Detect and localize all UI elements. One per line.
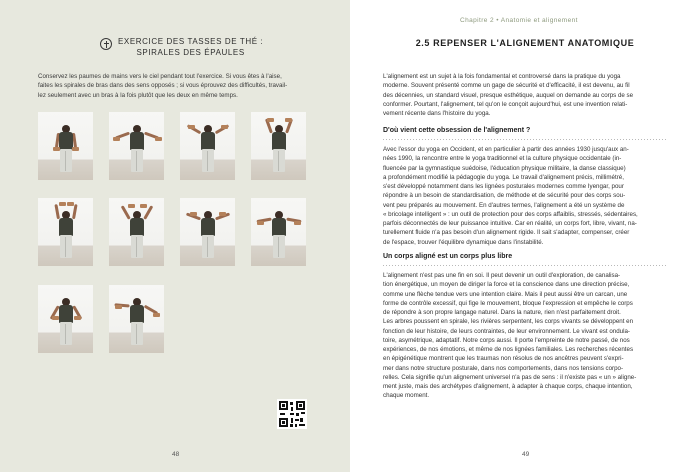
exercise-header <box>100 36 300 58</box>
text-line: répondre à un besoin de standardisation, de méthode et de sécurité pour des corps sou- <box>383 192 626 200</box>
exercise-title <box>118 36 263 58</box>
page-number-right: 49 <box>522 451 530 458</box>
text-line: vement récente dans l'histoire du yoga. <box>383 110 491 117</box>
chapter-separator: • <box>494 17 501 24</box>
subheading-origin: D'où vient cette obsession de l'alignement ? <box>383 127 531 134</box>
subheading-freedom: Un corps aligné est un corps plus libre <box>383 253 513 260</box>
exercise-photo-1 <box>38 112 93 180</box>
text-line: tion énergétique, un moyen de diriger la force et la conscience dans une direction précise, <box>383 281 630 289</box>
subheading-divider <box>383 265 668 266</box>
text-line: nées 1990, la rencontre entre le yoga traditionnel et la culture physique occidentale (in- <box>383 155 622 163</box>
text-line: toire, asymétrique, adaptatif. Notre corps aussi. Il porte l'empreinte de notre passé, de nos <box>383 336 630 344</box>
exercise-photo-9 <box>38 285 93 353</box>
text-line: Avec l'essor du yoga en Occident, et en particulier à partir des années 1930 jusqu'aux an- <box>383 146 629 153</box>
exercise-photo-5 <box>38 198 93 266</box>
text-line: mer dans notre structure posturale, dans nos comportements, dans nos tensions corpo- <box>383 364 624 372</box>
text-line: vent peu préparés au mouvement. En d'autres termes, l'alignement a été un système de <box>383 201 625 209</box>
text-line: expériences, de nos émotions, et même de nos lignées familiales. Les recherches récentes <box>383 346 634 353</box>
exercise-intro <box>38 72 320 100</box>
text-line: des décennies, un standard visuel, presque esthétique, auquel on demande au corps de se <box>383 91 634 99</box>
text-line: fluencée par la gymnastique suédoise, l'éducation physique militaire, la danse classique) <box>383 164 626 172</box>
exercise-photo-10 <box>109 285 164 353</box>
text-line: de l'espace, trouver l'équilibre dynamique dans l'instabilité. <box>383 238 544 246</box>
text-line: « bricolage intelligent » : un outil de protection pour des corps affaiblis, stressés, sédentaires, <box>383 210 638 218</box>
figure-icon <box>100 38 112 50</box>
text-line: s'est développé notamment dans les lignées posturales modernes comme Iyengar, pour <box>383 183 624 190</box>
exercise-photo-3 <box>180 112 235 180</box>
text-line: L'alignement est un sujet à la fois fondamental et controversé dans la pratique du yoga <box>383 73 621 80</box>
paragraph-intro <box>383 72 668 118</box>
exercise-photo-4 <box>251 112 306 180</box>
text-line: conformer. Pourtant, l'alignement, tel qu'on le conçoit aujourd'hui, est une invention relati- <box>383 100 628 108</box>
text-line: turellement fluide n'a pas besoin d'un alignement rigide. Il sait s'adapter, compenser, créer <box>383 229 630 237</box>
chapter-number: Chapitre 2 <box>460 17 494 24</box>
intro-line: Conservez les paumes de mains vers le ciel pendant tout l'exercice. Si vous êtes à l'aise, <box>38 73 282 80</box>
exercise-title-line: SPIRALES DES ÉPAULES <box>136 48 245 57</box>
chapter-name: Anatomie et alignement <box>500 17 578 24</box>
text-line: parfois déconnectés de leur puissance intuitive. Car en réalité, un corps fort, libre, vivant, na- <box>383 220 637 227</box>
text-line: moderne. Souvent présenté comme un gage de sécurité et d'efficacité, il est devenu, au fil <box>383 82 630 90</box>
page-number-left: 48 <box>172 451 180 458</box>
subheading-divider <box>383 139 668 140</box>
paragraph-origin <box>383 145 668 247</box>
exercise-photo-6 <box>109 198 164 266</box>
exercise-photo-8 <box>251 198 306 266</box>
text-line: Les arbres poussent en spirale, les rivières serpentent, les corps vivants se développent en <box>383 318 634 326</box>
text-line: fonction de leur histoire, de leurs contraintes, de leur environnement. Le vivant est ondula- <box>383 327 630 335</box>
text-line: de répondre à son propre langage naturel. Dans la nature, rien n'est parfaitement droit. <box>383 309 621 316</box>
intro-line: lez seulement avec un bras à la fois plutôt que les deux en même temps. <box>38 91 238 99</box>
right-page <box>350 0 700 472</box>
qr-code[interactable] <box>277 399 307 429</box>
text-line: chaque moment. <box>383 392 430 400</box>
chapter-running-head <box>460 17 578 24</box>
section-title: 2.5 REPENSER L'ALIGNEMENT ANATOMIQUE <box>415 38 635 48</box>
text-line: comme une flèche tendue vers une intention claire. Mais il peut aussi être un carcan, une <box>383 290 628 298</box>
exercise-photo-7 <box>180 198 235 266</box>
text-line: forme de contrôle excessif, qui fige le mouvement, bloque l'expression et empêche le corps <box>383 299 633 307</box>
exercise-photo-2 <box>109 112 164 180</box>
exercise-title-line: EXERCICE DES TASSES DE THÉ : <box>118 37 264 46</box>
paragraph-freedom <box>383 271 668 401</box>
text-line: a profondément modifié la pédagogie du yoga. Le travail d'alignement précis, millimétré, <box>383 173 624 181</box>
text-line: L'alignement n'est pas une fin en soi. Il peut devenir un outil d'exploration, de canalisa- <box>383 272 621 279</box>
text-line: relles. Cela signifie qu'un alignement universel n'a pas de sens : il n'existe pas « un » aligne- <box>383 373 637 381</box>
text-line: en épigénétique montrent que les traumas non résolus de nos ancêtres peuvent s'expri- <box>383 355 624 363</box>
text-line: ment juste, mais des archétypes d'alignement, à adapter à chaque corps, chaque intention, <box>383 383 633 390</box>
intro-line: faites les spirales de bras dans des sens opposés ; si vous éprouvez des difficultés, travail- <box>38 82 288 90</box>
